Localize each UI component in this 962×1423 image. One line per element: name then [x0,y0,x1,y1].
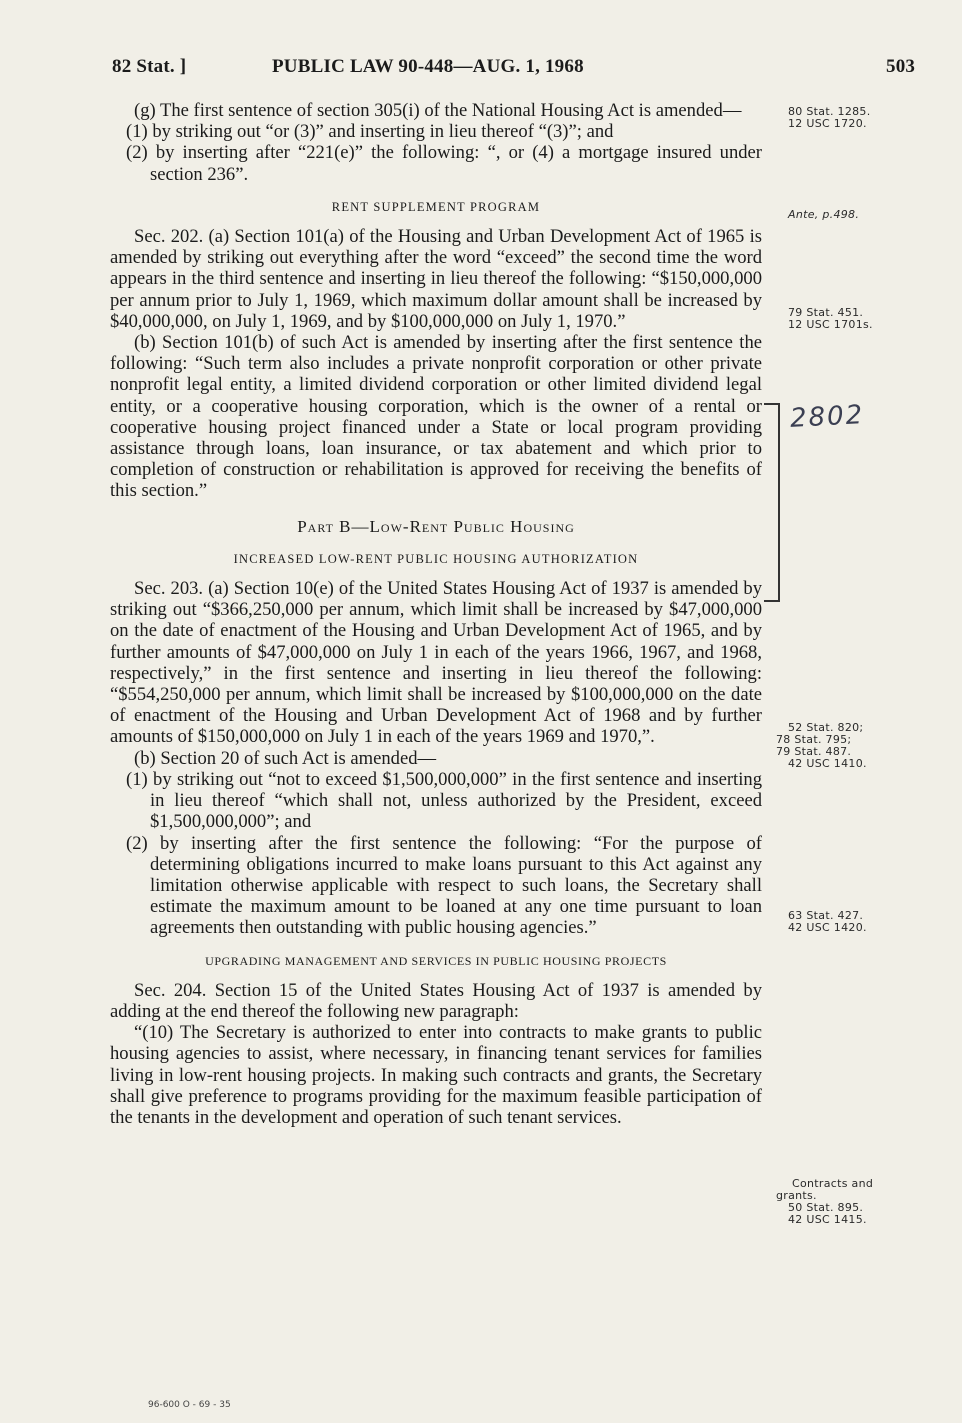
sec-204-intro: Sec. 204. Section 15 of the United States Housing Act of 1937 is amended by adding at the end thereof the following new paragraph: [110,979,762,1022]
margin-note-line: 12 USC 1720. [788,117,867,130]
margin-note-citation-4 [788,910,867,934]
page-number: 503 [886,56,916,77]
sec-g-item-2: (2) by inserting after “221(e)” the following: “, or (4) a mortgage insured under section 236”. [126,142,762,185]
margin-note-line: grants. [776,1189,817,1202]
margin-note-line: 79 Stat. 451. [788,306,864,319]
heading-part-b: Part B—Low-Rent Public Housing [297,516,575,536]
margin-note-line: 80 Stat. 1285. [788,105,871,118]
sec-202-a: Sec. 202. (a) Section 101(a) of the Housing and Urban Development Act of 1965 is amended by striking out everything after the word “exceed” the second time the word appears in the third sentence and inserting in lieu thereof the following: “$150,000,000 per annum prior to July 1, 1969, which maximum dollar amount shall be increased by $40,000,000, on July 1, 1969, and by $100,000,000 on July 1, 1970.” [110,226,762,332]
margin-note-line: 42 USC 1410. [788,757,867,770]
margin-note-line: 42 USC 1420. [788,921,867,934]
margin-note-line: Contracts and [792,1177,874,1190]
sec-g-item-1: (1) by striking out “or (3)” and inserting in lieu thereof “(3)”; and [126,121,614,143]
margin-note-line: 52 Stat. 820; [788,721,864,734]
heading-increased-authorization: INCREASED LOW-RENT PUBLIC HOUSING AUTHORIZATION [233,551,639,566]
margin-note-line: 50 Stat. 895. [788,1201,864,1214]
header-stat-volume: 82 Stat. ] [112,56,187,77]
margin-note-line: 79 Stat. 487. [776,745,852,758]
handwritten-annotation: 2802 [789,400,865,434]
margin-bracket [764,403,780,602]
print-footer-code: 96-600 O - 69 - 35 [148,1400,231,1410]
margin-note-citation-1 [788,106,871,130]
margin-note-ante: Ante, p.498. [788,208,860,221]
margin-note-line: 42 USC 1415. [788,1213,867,1226]
header-law-title: PUBLIC LAW 90-448—AUG. 1, 1968 [272,56,584,77]
sec-203-b-item-1: (1) by striking out “not to exceed $1,500,000,000” in the first sentence and inserting in lieu thereof “which shall not, unless authorized by the President, exceed $1,500,000,000”; and [126,768,762,833]
sec-g-intro: (g) The first sentence of section 305(i) of the National Housing Act is amended— [134,100,742,121]
margin-note-line: 12 USC 1701s. [788,318,873,331]
body-text [110,100,762,1128]
margin-note-line: 63 Stat. 427. [788,909,864,922]
margin-note-citation-3 [776,722,867,770]
heading-upgrading-management: UPGRADING MANAGEMENT AND SERVICES IN PUBLIC HOUSING PROJECTS [205,953,667,968]
sec-204-paragraph-10: “(10) The Secretary is authorized to enter into contracts to make grants to public housing agencies to assist, where necessary, in financing tenant services for families living in low-rent housing projects. In making such contracts and grants, the Secretary shall give preference to programs providing for the maximum feasible participation of the tenants in the development and operation of such tenant services. [110,1022,762,1128]
sec-203-b-intro: (b) Section 20 of such Act is amended— [134,747,437,769]
margin-note-citation-2 [788,307,873,331]
sec-203-b-item-2: (2) by inserting after the first sentence the following: “For the purpose of determining obligations incurred to make loans pursuant to this Act against any limitation otherwise applicable with respect to such loans, the Secretary shall estimate the maximum amount to be loaned at any one time pursuant to loan agreements then outstanding with public housing agencies.” [126,832,762,939]
margin-note-line: 78 Stat. 795; [776,733,852,746]
margin-note-contracts-grants [776,1178,873,1226]
heading-rent-supplement: RENT SUPPLEMENT PROGRAM [331,199,541,214]
sec-202-b: (b) Section 101(b) of such Act is amended by inserting after the first sentence the following: “Such term also includes a private nonprofit corporation or other private nonprofit legal entity, a limited dividend corporation or other limited dividend legal entity, or a cooperative housing corporation, which is the owner of a rental or cooperative housing project financed under a State or local program providing assistance through loans, loan insurance, or tax abatement and which prior to completion of construction or rehabilitation is approved for receiving the benefits of this section.” [110,332,762,502]
sec-203-a: Sec. 203. (a) Section 10(e) of the United States Housing Act of 1937 is amended by striking out “$366,250,000 per annum, which limit shall be increased by $47,000,000 on the date of enactment of the Housing and Urban Development Act of 1965, and by further amounts of $47,000,000 on July 1 in each of the years 1966, 1967, and 1968, respectively,” in the first sentence and inserting in lieu thereof the following: “$554,250,000 per annum, which limit shall be increased by $100,000,000 on the date of enactment of the Housing and Urban Development Act of 1968 and by further amounts of $150,000,000 on July 1 in each of the years 1969 and 1970,”. [110,578,762,748]
